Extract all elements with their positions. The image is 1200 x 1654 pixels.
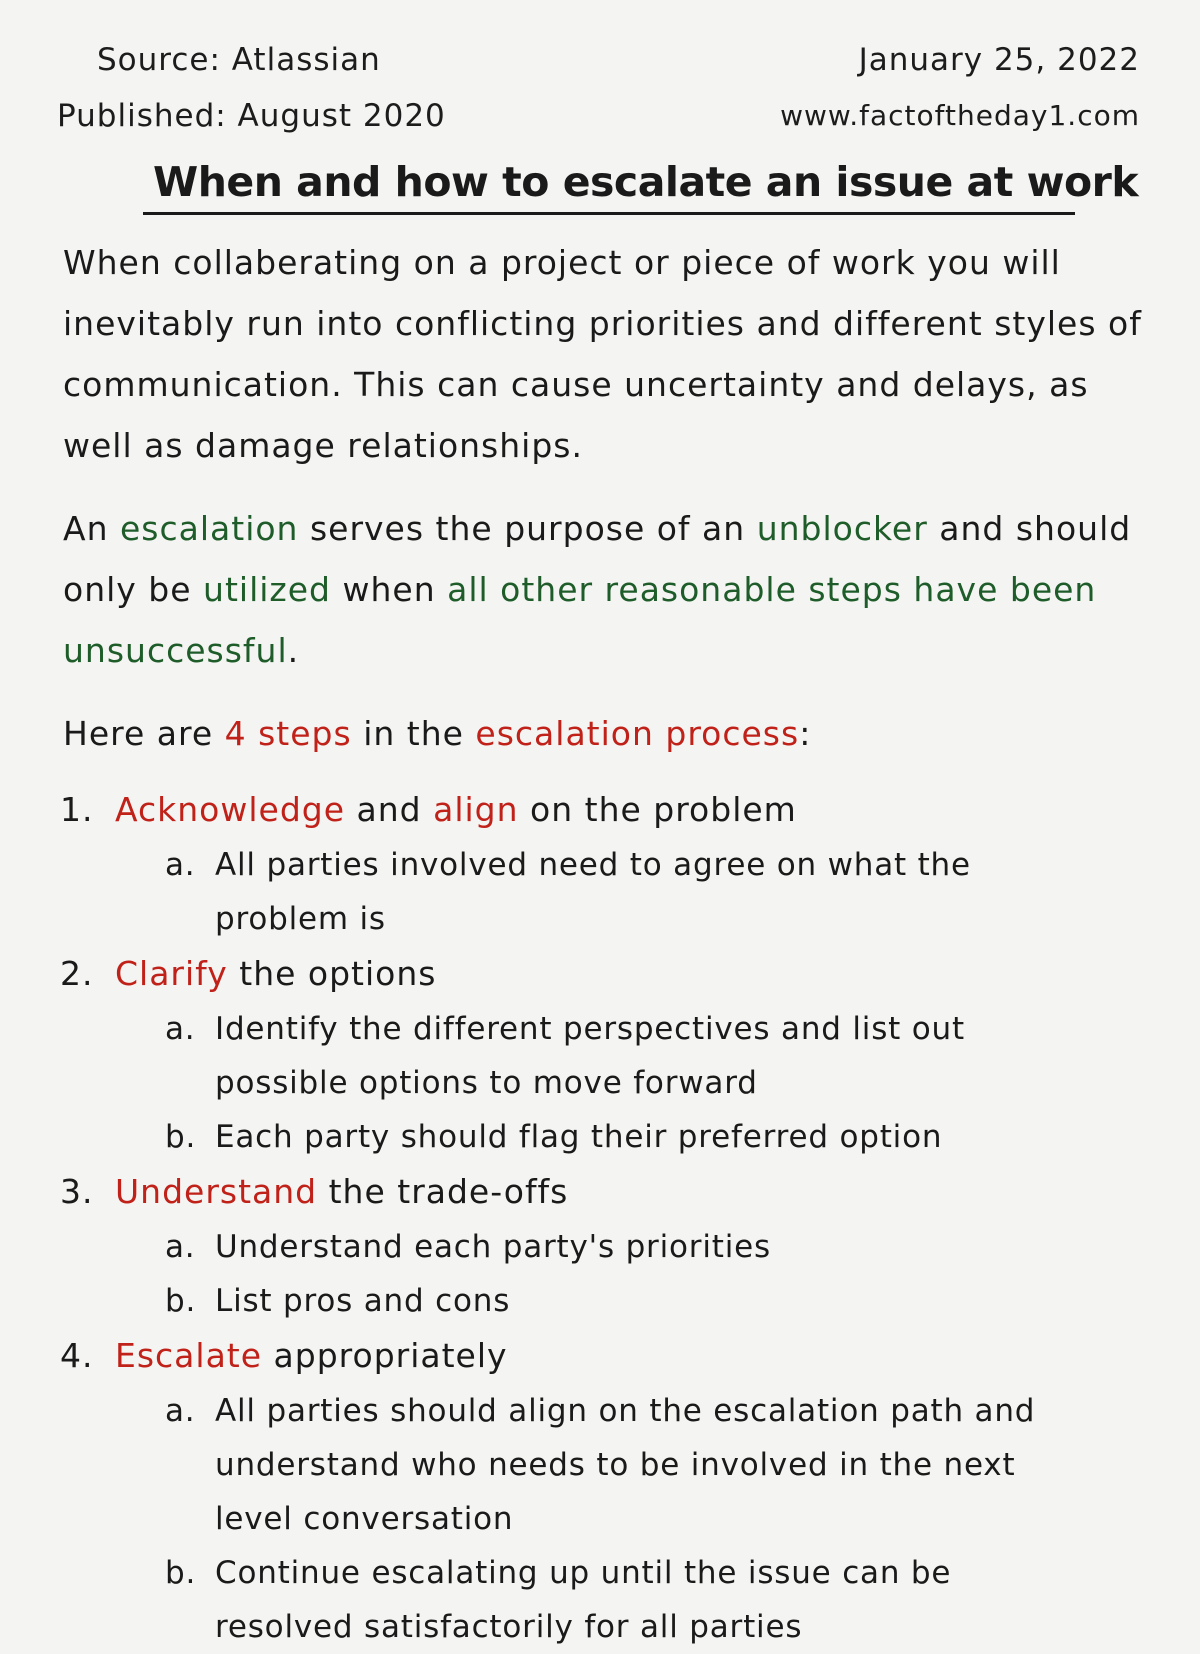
sub-item xyxy=(60,838,1160,946)
step-keyword: align xyxy=(433,790,519,829)
sub-letter: b. xyxy=(165,1555,197,1591)
step-text: appropriately xyxy=(273,1336,508,1375)
step-number: 1. xyxy=(60,790,94,829)
sub-text: All parties should align on the escalation path and understand who needs to be involved in the next level conversation xyxy=(215,1393,1036,1537)
step-keyword: Acknowledge xyxy=(115,790,346,829)
meta-left xyxy=(57,32,446,144)
steps-list xyxy=(60,782,1160,1654)
step-keyword: Understand xyxy=(115,1172,318,1211)
page-title: When and how to escalate an issue at work xyxy=(143,158,1075,215)
meta-right xyxy=(780,32,1140,144)
step-text: the trade-offs xyxy=(328,1172,569,1211)
step-number: 4. xyxy=(60,1336,94,1375)
sub-item xyxy=(60,1384,1160,1546)
text-fragment: An xyxy=(63,509,109,548)
text-fragment: Here are xyxy=(63,714,214,753)
text-fragment: and should only be xyxy=(63,509,1132,609)
step-heading xyxy=(60,1328,1160,1384)
sub-text: Understand each party's priorities xyxy=(215,1229,771,1265)
website-url: www.factoftheday1.com xyxy=(780,99,1140,132)
step-number: 2. xyxy=(60,954,94,993)
sub-item xyxy=(60,1274,1160,1328)
intro-paragraph: When collaberating on a project or piece of work you will inevitably run into conflicting priorities and different styles of communication. This can cause uncertainty and delays, as well as damage relationships. xyxy=(63,243,1142,465)
highlight-condition: all other reasonable steps have been unsuccessful xyxy=(63,570,1097,670)
step-item xyxy=(60,782,1160,946)
text-fragment: . xyxy=(287,631,300,670)
step-heading xyxy=(60,782,1160,838)
text-fragment: serves the purpose of an xyxy=(309,509,746,548)
sub-text: Continue escalating up until the issue can be resolved satisfactorily for all parties xyxy=(215,1555,952,1645)
sub-letter: a. xyxy=(165,1011,196,1047)
sub-letter: a. xyxy=(165,1229,196,1265)
sub-item xyxy=(60,1220,1160,1274)
published-label: Published: August 2020 xyxy=(57,98,446,134)
text-fragment: : xyxy=(799,714,812,753)
sub-text: List pros and cons xyxy=(215,1283,511,1319)
step-heading xyxy=(60,946,1160,1002)
step-number: 3. xyxy=(60,1172,94,1211)
source-label: Source: Atlassian xyxy=(97,42,381,78)
steps-intro xyxy=(63,703,1153,764)
sub-letter: a. xyxy=(165,1393,196,1429)
highlight-unblocker: unblocker xyxy=(756,509,928,548)
step-item xyxy=(60,946,1160,1164)
step-text: on the problem xyxy=(530,790,797,829)
sub-letter: b. xyxy=(165,1119,197,1155)
sub-item xyxy=(60,1110,1160,1164)
highlight-process: escalation process xyxy=(475,714,800,753)
step-heading xyxy=(60,1164,1160,1220)
step-keyword: Clarify xyxy=(115,954,228,993)
sub-text: Identify the different perspectives and list out possible options to move forward xyxy=(215,1011,965,1101)
escalation-paragraph xyxy=(63,498,1153,681)
highlight-escalation: escalation xyxy=(120,509,299,548)
sub-item xyxy=(60,1546,1160,1654)
step-text: and xyxy=(356,790,422,829)
sub-text: Each party should flag their preferred option xyxy=(215,1119,943,1155)
sub-letter: a. xyxy=(165,847,196,883)
sub-item xyxy=(60,1002,1160,1110)
text-fragment: in the xyxy=(363,714,464,753)
text-fragment: when xyxy=(342,570,436,609)
highlight-step-count: 4 steps xyxy=(224,714,352,753)
date-label: January 25, 2022 xyxy=(858,42,1140,78)
step-keyword: Escalate xyxy=(115,1336,263,1375)
sub-text: All parties involved need to agree on what the problem is xyxy=(215,847,971,937)
step-item xyxy=(60,1328,1160,1654)
step-item xyxy=(60,1164,1160,1328)
step-text: the options xyxy=(239,954,437,993)
highlight-utilized: utilized xyxy=(203,570,331,609)
sub-letter: b. xyxy=(165,1283,197,1319)
